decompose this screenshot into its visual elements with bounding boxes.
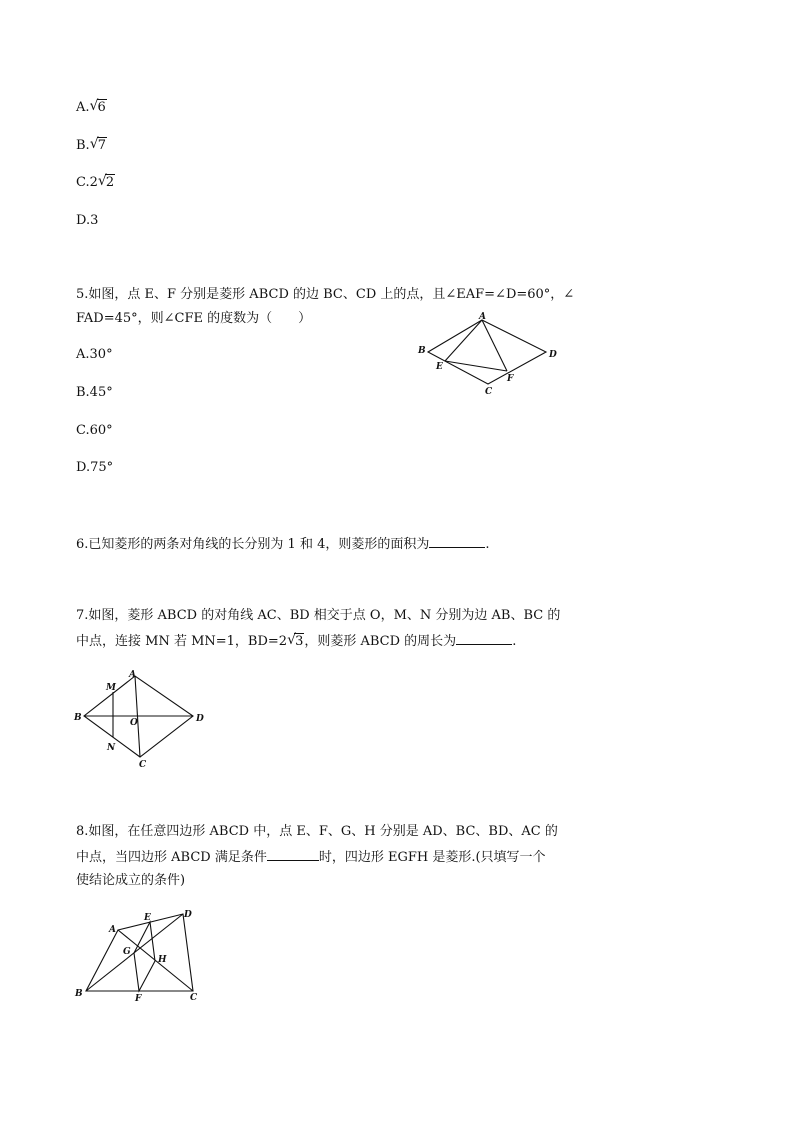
option-a-prefix: A. (76, 100, 90, 115)
q7-radicand: 3 (295, 634, 304, 649)
label-a: A (479, 312, 486, 322)
option-c-prefix: C.2 (76, 175, 98, 190)
label-f: F (135, 994, 142, 1004)
label-b: B (75, 989, 83, 999)
option-b-prefix: B. (76, 138, 90, 153)
q5-option-b: B.45° (76, 385, 113, 400)
option-d: D.3 (76, 213, 99, 228)
q5-line2: FAD=45°，则∠CFE 的度数为（ ） (76, 311, 312, 326)
label-m: M (106, 683, 116, 693)
diagonal-ac (118, 930, 193, 991)
label-d: D (196, 714, 204, 724)
label-c: C (485, 387, 493, 397)
label-o: O (130, 718, 138, 728)
q6-question: 6.已知菱形的两条对角线的长分别为 1 和 4，则菱形的面积为 (76, 537, 430, 552)
option-a-radicand: 6 (97, 100, 106, 115)
q7-line1: 7.如图，菱形 ABCD 的对角线 AC、BD 相交于点 O，M、N 分别为边 AB、BC 的 (76, 608, 561, 623)
q5-option-a: A.30° (76, 347, 113, 362)
q6-end: . (485, 537, 490, 552)
label-d: D (549, 350, 557, 360)
q8-line3: 使结论成立的条件) (76, 873, 186, 888)
label-a: A (129, 670, 136, 680)
q7-line2-post: ，则菱形 ABCD 的周长为 (304, 634, 457, 649)
label-e: E (144, 913, 151, 923)
q8-line2-pre: 中点，当四边形 ABCD 满足条件 (76, 850, 267, 865)
label-n: N (107, 743, 116, 753)
q7-end: . (512, 634, 517, 649)
q5-option-d: D.75° (76, 460, 114, 475)
label-c: C (190, 993, 198, 1003)
label-a: A (109, 925, 116, 935)
label-h: H (158, 955, 167, 965)
quadrilateral-egfh (134, 922, 155, 991)
label-d: D (184, 910, 192, 920)
option-b-radicand: 7 (97, 138, 106, 153)
q5-option-c: C.60° (76, 423, 113, 438)
label-f: F (507, 374, 514, 384)
q8-line2-post: 时，四边形 EGFH 是菱形.(只填写一个 (318, 850, 546, 865)
label-b: B (418, 346, 426, 356)
q7-line2-pre: 中点，连接 MN 若 MN=1，BD=2 (76, 634, 288, 649)
label-g: G (123, 947, 131, 957)
quadrilateral-abcd (86, 914, 193, 991)
label-c: C (139, 760, 147, 770)
q8-line1: 8.如图，在任意四边形 ABCD 中，点 E、F、G、H 分别是 AD、BC、BD、AC 的 (76, 824, 558, 839)
label-e: E (436, 362, 443, 372)
q5-line1: 5.如图，点 E、F 分别是菱形 ABCD 的边 BC、CD 上的点，且∠EAF=∠D=60°，∠ (76, 287, 575, 302)
option-c-radicand: 2 (105, 175, 115, 190)
label-b: B (74, 713, 82, 723)
